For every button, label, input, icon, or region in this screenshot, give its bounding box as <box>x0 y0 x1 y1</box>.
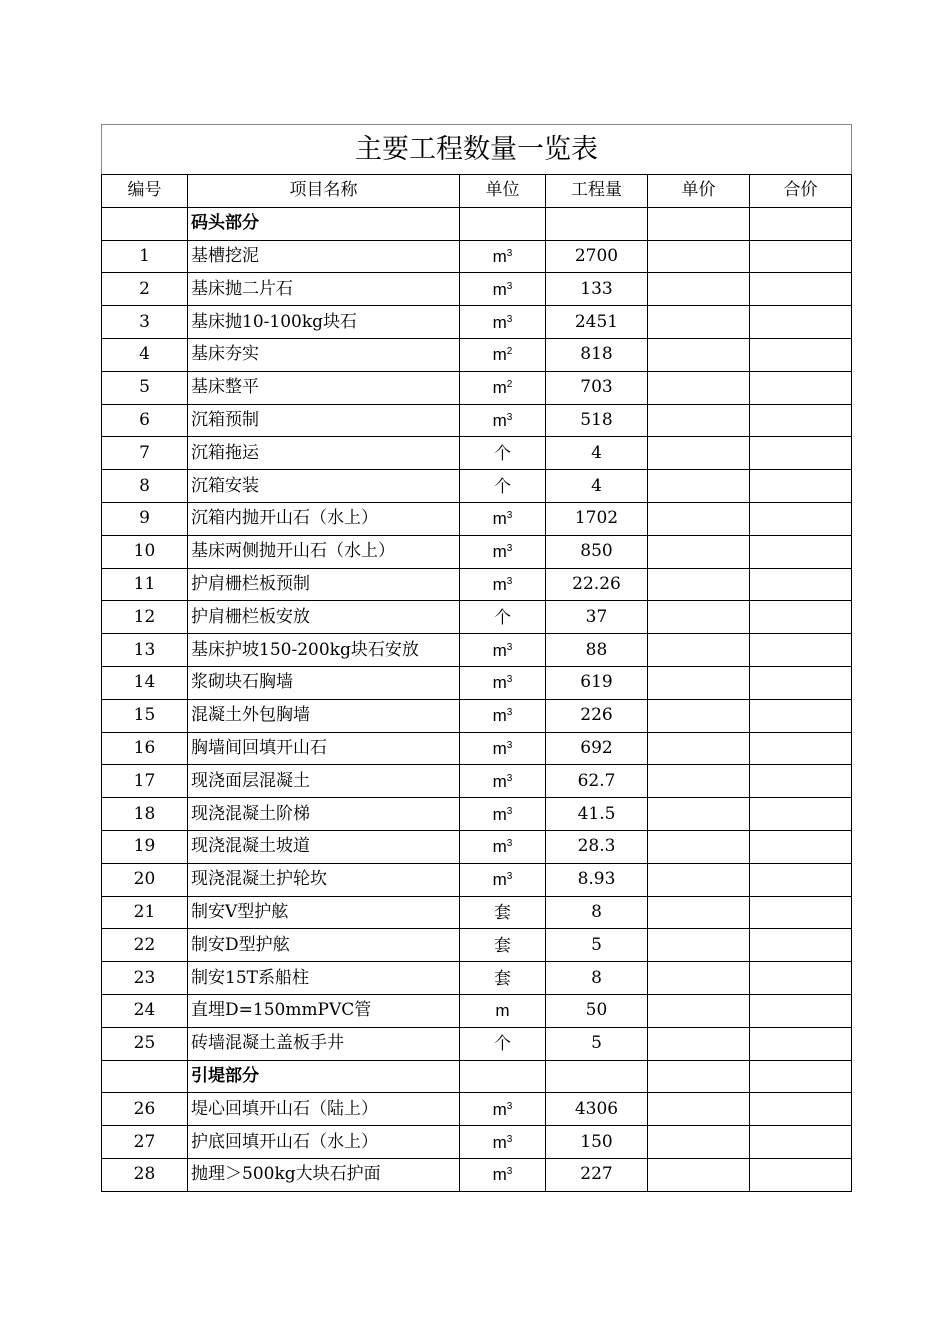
table-title: 主要工程数量一览表 <box>102 125 852 175</box>
cell-unit <box>460 601 546 634</box>
unit-exponent: 3 <box>506 411 513 423</box>
table-row <box>102 896 852 929</box>
cell-total-price <box>750 470 852 503</box>
quantity-table <box>101 124 852 1192</box>
cell-unit <box>460 962 546 995</box>
cell-number: 17 <box>102 765 188 798</box>
unit-text: m <box>492 870 507 890</box>
cell-number: 6 <box>102 404 188 437</box>
cell-quantity <box>546 1060 648 1093</box>
unit-text: 个 <box>494 476 511 496</box>
unit-text: m <box>492 837 507 857</box>
cell-quantity: 150 <box>546 1126 648 1159</box>
table-row <box>102 1027 852 1060</box>
unit-exponent: 3 <box>506 871 513 883</box>
cell-unit-price <box>648 1126 750 1159</box>
cell-item-name: 制安15T系船柱 <box>188 962 460 995</box>
cell-total-price <box>750 437 852 470</box>
cell-unit <box>460 929 546 962</box>
cell-number: 7 <box>102 437 188 470</box>
cell-item-name: 制安D型护舷 <box>188 929 460 962</box>
cell-total-price <box>750 601 852 634</box>
cell-unit-price <box>648 502 750 535</box>
cell-quantity: 518 <box>546 404 648 437</box>
table-row <box>102 338 852 371</box>
table-row <box>102 699 852 732</box>
cell-total-price <box>750 798 852 831</box>
cell-unit-price <box>648 830 750 863</box>
cell-unit <box>460 1093 546 1126</box>
cell-quantity: 850 <box>546 535 648 568</box>
cell-total-price <box>750 929 852 962</box>
cell-unit-price <box>648 568 750 601</box>
cell-quantity: 4 <box>546 470 648 503</box>
cell-quantity: 818 <box>546 338 648 371</box>
cell-total-price <box>750 240 852 273</box>
cell-total-price <box>750 306 852 339</box>
unit-text: m <box>492 738 507 758</box>
unit-text: 套 <box>494 902 511 922</box>
cell-unit-price <box>648 666 750 699</box>
cell-number: 23 <box>102 962 188 995</box>
header-quantity: 工程量 <box>546 175 648 208</box>
cell-quantity: 226 <box>546 699 648 732</box>
header-row <box>102 175 852 208</box>
unit-text: 个 <box>494 607 511 627</box>
cell-number: 1 <box>102 240 188 273</box>
table-row <box>102 404 852 437</box>
cell-item-name: 基床两侧抛开山石（水上） <box>188 535 460 568</box>
cell-unit <box>460 699 546 732</box>
unit-exponent: 3 <box>506 674 513 686</box>
cell-item-name: 堤心回填开山石（陆上） <box>188 1093 460 1126</box>
table-row <box>102 798 852 831</box>
table-row <box>102 666 852 699</box>
cell-unit-price <box>648 306 750 339</box>
cell-total-price <box>750 765 852 798</box>
cell-quantity: 88 <box>546 634 648 667</box>
cell-total-price <box>750 1158 852 1191</box>
cell-item-name: 胸墙间回填开山石 <box>188 732 460 765</box>
cell-item-name: 沉箱安装 <box>188 470 460 503</box>
unit-text: m <box>492 771 507 791</box>
cell-unit-price <box>648 404 750 437</box>
cell-total-price <box>750 338 852 371</box>
cell-unit <box>460 863 546 896</box>
cell-total-price <box>750 371 852 404</box>
cell-number: 18 <box>102 798 188 831</box>
cell-unit-price <box>648 1158 750 1191</box>
cell-item-name: 护肩栅栏板安放 <box>188 601 460 634</box>
cell-unit <box>460 732 546 765</box>
cell-quantity: 5 <box>546 929 648 962</box>
unit-exponent: 3 <box>506 641 513 653</box>
unit-text: 个 <box>494 443 511 463</box>
section-row <box>102 207 852 240</box>
cell-unit-price <box>648 371 750 404</box>
unit-text: m <box>492 673 507 693</box>
cell-number: 13 <box>102 634 188 667</box>
cell-item-name: 基床整平 <box>188 371 460 404</box>
cell-quantity: 133 <box>546 273 648 306</box>
cell-quantity: 37 <box>546 601 648 634</box>
cell-item-name: 基槽挖泥 <box>188 240 460 273</box>
table-row <box>102 830 852 863</box>
cell-number: 4 <box>102 338 188 371</box>
cell-unit-price <box>648 765 750 798</box>
unit-exponent: 3 <box>506 1100 513 1112</box>
cell-unit <box>460 273 546 306</box>
cell-item-name: 沉箱预制 <box>188 404 460 437</box>
cell-item-name: 沉箱拖运 <box>188 437 460 470</box>
section-row <box>102 1060 852 1093</box>
table-row <box>102 929 852 962</box>
cell-unit <box>460 306 546 339</box>
cell-total-price <box>750 502 852 535</box>
cell-unit <box>460 240 546 273</box>
cell-total-price <box>750 962 852 995</box>
table-row <box>102 437 852 470</box>
cell-number: 28 <box>102 1158 188 1191</box>
cell-item-name: 现浇混凝土阶梯 <box>188 798 460 831</box>
cell-item-name: 砖墙混凝土盖板手井 <box>188 1027 460 1060</box>
cell-number: 3 <box>102 306 188 339</box>
unit-exponent: 3 <box>506 510 513 522</box>
cell-item-name: 现浇面层混凝土 <box>188 765 460 798</box>
cell-total-price <box>750 634 852 667</box>
unit-exponent: 3 <box>506 247 513 259</box>
cell-unit-price <box>648 994 750 1027</box>
unit-text: m <box>492 804 507 824</box>
unit-exponent: 2 <box>506 346 513 358</box>
unit-text: 套 <box>494 968 511 988</box>
cell-item-name: 基床夯实 <box>188 338 460 371</box>
cell-unit <box>460 404 546 437</box>
cell-item-name: 沉箱内抛开山石（水上） <box>188 502 460 535</box>
cell-unit <box>460 437 546 470</box>
cell-total-price <box>750 1126 852 1159</box>
cell-number: 24 <box>102 994 188 1027</box>
cell-unit-price <box>648 273 750 306</box>
cell-unit <box>460 666 546 699</box>
cell-quantity: 28.3 <box>546 830 648 863</box>
cell-unit-price <box>648 962 750 995</box>
header-item-name: 项目名称 <box>188 175 460 208</box>
header-unit-price: 单价 <box>648 175 750 208</box>
cell-unit <box>460 1060 546 1093</box>
cell-unit <box>460 896 546 929</box>
cell-number: 22 <box>102 929 188 962</box>
cell-total-price <box>750 404 852 437</box>
cell-unit <box>460 634 546 667</box>
unit-text: m <box>492 246 507 266</box>
cell-item-name: 护肩栅栏板预制 <box>188 568 460 601</box>
cell-total-price <box>750 666 852 699</box>
table-row <box>102 994 852 1027</box>
cell-quantity: 2700 <box>546 240 648 273</box>
unit-exponent: 3 <box>506 1166 513 1178</box>
cell-quantity: 619 <box>546 666 648 699</box>
cell-total-price <box>750 732 852 765</box>
unit-exponent: 3 <box>506 838 513 850</box>
unit-text: m <box>492 1099 507 1119</box>
cell-total-price <box>750 1093 852 1126</box>
unit-exponent: 3 <box>506 805 513 817</box>
unit-exponent: 3 <box>506 739 513 751</box>
cell-number: 26 <box>102 1093 188 1126</box>
header-number: 编号 <box>102 175 188 208</box>
cell-number: 10 <box>102 535 188 568</box>
cell-quantity: 8 <box>546 962 648 995</box>
cell-unit-price <box>648 699 750 732</box>
table-row <box>102 470 852 503</box>
cell-item-name: 直埋D=150mmPVC管 <box>188 994 460 1027</box>
table-row <box>102 634 852 667</box>
unit-text: m <box>492 509 507 529</box>
cell-total-price <box>750 1060 852 1093</box>
cell-unit <box>460 502 546 535</box>
cell-number: 25 <box>102 1027 188 1060</box>
cell-total-price <box>750 273 852 306</box>
table-row <box>102 601 852 634</box>
unit-exponent: 3 <box>506 575 513 587</box>
cell-unit-price <box>648 896 750 929</box>
table-row <box>102 371 852 404</box>
cell-total-price <box>750 207 852 240</box>
cell-unit <box>460 470 546 503</box>
cell-quantity: 50 <box>546 994 648 1027</box>
cell-number: 12 <box>102 601 188 634</box>
unit-text: m <box>492 574 507 594</box>
cell-quantity: 1702 <box>546 502 648 535</box>
cell-item-name: 护底回填开山石（水上） <box>188 1126 460 1159</box>
cell-total-price <box>750 535 852 568</box>
cell-unit <box>460 830 546 863</box>
cell-number <box>102 207 188 240</box>
table-row <box>102 765 852 798</box>
cell-number: 14 <box>102 666 188 699</box>
cell-item-name: 基床护坡150-200kg块石安放 <box>188 634 460 667</box>
cell-item-name: 抛理＞500kg大块石护面 <box>188 1158 460 1191</box>
unit-text: m <box>495 1001 510 1021</box>
cell-quantity: 692 <box>546 732 648 765</box>
unit-text: m <box>492 279 507 299</box>
table-row <box>102 1126 852 1159</box>
unit-text: m <box>492 378 507 398</box>
cell-unit <box>460 338 546 371</box>
cell-total-price <box>750 896 852 929</box>
cell-unit-price <box>648 437 750 470</box>
cell-unit <box>460 568 546 601</box>
cell-quantity: 4306 <box>546 1093 648 1126</box>
cell-unit-price <box>648 207 750 240</box>
cell-number: 16 <box>102 732 188 765</box>
unit-text: m <box>492 542 507 562</box>
cell-item-name: 浆砌块石胸墙 <box>188 666 460 699</box>
cell-number: 27 <box>102 1126 188 1159</box>
cell-unit <box>460 1126 546 1159</box>
unit-text: m <box>492 1165 507 1185</box>
unit-text: m <box>492 345 507 365</box>
cell-number: 5 <box>102 371 188 404</box>
unit-exponent: 3 <box>506 280 513 292</box>
cell-unit <box>460 765 546 798</box>
cell-quantity: 703 <box>546 371 648 404</box>
section-title: 引堤部分 <box>188 1060 460 1093</box>
cell-unit-price <box>648 338 750 371</box>
table-row <box>102 568 852 601</box>
table-row <box>102 1158 852 1191</box>
cell-quantity: 62.7 <box>546 765 648 798</box>
cell-item-name: 基床抛10-100kg块石 <box>188 306 460 339</box>
table-row <box>102 863 852 896</box>
table-row <box>102 502 852 535</box>
cell-unit-price <box>648 240 750 273</box>
cell-item-name: 现浇混凝土坡道 <box>188 830 460 863</box>
section-title: 码头部分 <box>188 207 460 240</box>
unit-exponent: 3 <box>506 543 513 555</box>
table-row <box>102 732 852 765</box>
cell-quantity: 5 <box>546 1027 648 1060</box>
cell-unit <box>460 535 546 568</box>
cell-number: 19 <box>102 830 188 863</box>
table-row <box>102 306 852 339</box>
unit-exponent: 3 <box>506 1133 513 1145</box>
cell-quantity: 2451 <box>546 306 648 339</box>
cell-total-price <box>750 1027 852 1060</box>
cell-quantity <box>546 207 648 240</box>
table-row <box>102 1093 852 1126</box>
unit-exponent: 2 <box>506 379 513 391</box>
cell-number: 11 <box>102 568 188 601</box>
cell-item-name: 混凝土外包胸墙 <box>188 699 460 732</box>
cell-unit-price <box>648 1027 750 1060</box>
title-row <box>102 125 852 175</box>
table-row <box>102 535 852 568</box>
cell-total-price <box>750 830 852 863</box>
cell-number: 15 <box>102 699 188 732</box>
cell-number <box>102 1060 188 1093</box>
cell-quantity: 8 <box>546 896 648 929</box>
cell-number: 21 <box>102 896 188 929</box>
cell-total-price <box>750 699 852 732</box>
cell-total-price <box>750 863 852 896</box>
unit-text: m <box>492 312 507 332</box>
cell-unit <box>460 371 546 404</box>
cell-unit-price <box>648 1060 750 1093</box>
unit-exponent: 3 <box>506 707 513 719</box>
cell-unit <box>460 207 546 240</box>
table-row <box>102 962 852 995</box>
cell-total-price <box>750 994 852 1027</box>
cell-unit-price <box>648 929 750 962</box>
table-row <box>102 273 852 306</box>
cell-quantity: 227 <box>546 1158 648 1191</box>
cell-item-name: 基床抛二片石 <box>188 273 460 306</box>
unit-text: m <box>492 706 507 726</box>
unit-text: 个 <box>494 1034 511 1054</box>
cell-quantity: 8.93 <box>546 863 648 896</box>
cell-number: 9 <box>102 502 188 535</box>
cell-quantity: 41.5 <box>546 798 648 831</box>
cell-unit-price <box>648 535 750 568</box>
unit-text: m <box>492 410 507 430</box>
cell-total-price <box>750 568 852 601</box>
cell-unit <box>460 994 546 1027</box>
cell-unit <box>460 1158 546 1191</box>
cell-unit-price <box>648 863 750 896</box>
cell-number: 8 <box>102 470 188 503</box>
cell-quantity: 4 <box>546 437 648 470</box>
cell-item-name: 制安V型护舷 <box>188 896 460 929</box>
unit-text: m <box>492 640 507 660</box>
cell-unit-price <box>648 470 750 503</box>
header-unit: 单位 <box>460 175 546 208</box>
cell-number: 20 <box>102 863 188 896</box>
cell-unit-price <box>648 634 750 667</box>
unit-exponent: 3 <box>506 313 513 325</box>
cell-unit-price <box>648 798 750 831</box>
cell-unit-price <box>648 732 750 765</box>
cell-unit <box>460 1027 546 1060</box>
unit-text: 套 <box>494 935 511 955</box>
cell-unit-price <box>648 1093 750 1126</box>
cell-number: 2 <box>102 273 188 306</box>
cell-unit-price <box>648 601 750 634</box>
unit-text: m <box>492 1132 507 1152</box>
table-row <box>102 240 852 273</box>
cell-item-name: 现浇混凝土护轮坎 <box>188 863 460 896</box>
unit-exponent: 3 <box>506 772 513 784</box>
cell-quantity: 22.26 <box>546 568 648 601</box>
header-total-price: 合价 <box>750 175 852 208</box>
cell-unit <box>460 798 546 831</box>
